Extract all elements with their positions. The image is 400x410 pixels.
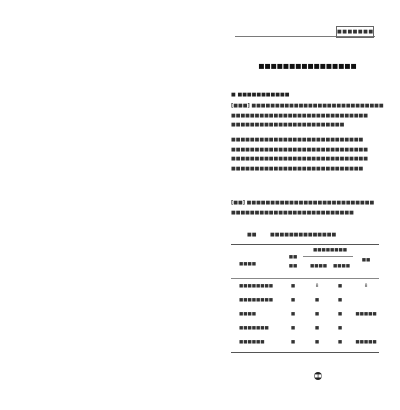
table-cell: ■ bbox=[290, 298, 296, 303]
table-cell: ■ bbox=[290, 312, 296, 317]
table-cell: ■ bbox=[290, 284, 296, 289]
table-cell: ■■■■■ bbox=[355, 312, 377, 317]
table-number: ■■ bbox=[247, 232, 257, 238]
table-caption bbox=[247, 232, 336, 238]
paragraph-line: ■■■■■■■■■■■■■■■■■■■■■■■■■■■■ bbox=[231, 165, 364, 172]
table-cell: ■ bbox=[314, 340, 320, 345]
paragraph-2 bbox=[231, 136, 379, 174]
table-header-col4: ■■■■ bbox=[333, 264, 351, 269]
page-number: ■■ bbox=[314, 373, 322, 378]
paragraph-line bbox=[231, 102, 384, 112]
table-cell: ■ bbox=[290, 340, 296, 345]
table-row-name: ■■■■■■■■ bbox=[239, 298, 274, 303]
table-cell: 8 bbox=[315, 284, 319, 289]
table-cell: ■ bbox=[337, 312, 343, 317]
table-header-col2a: ■■ bbox=[288, 255, 298, 260]
table-cell: ■ bbox=[314, 312, 320, 317]
section-heading: ■ ■■■■■■■■■■■ bbox=[231, 92, 290, 98]
page-title: ■■■■■■■■■■■■■■■■ bbox=[258, 62, 357, 70]
table-cell: ■ bbox=[290, 326, 296, 331]
table-cell: ■■■■■ bbox=[355, 340, 377, 345]
table-header-col1: ■■■■ bbox=[239, 262, 257, 267]
paragraph-line: ■■■■■■■■■■■■■■■■■■■■■■■■■■■■ bbox=[231, 137, 364, 143]
table-cell: ■ bbox=[314, 298, 320, 303]
table-header-rule bbox=[231, 278, 379, 279]
table-header-col5: ■■ bbox=[361, 258, 371, 263]
paragraph-line: ■■■■■■■■■■■■■■■■■■■■■■■■■■■■■ bbox=[231, 146, 368, 153]
table-header-group: ■■■■■■■■ bbox=[313, 248, 348, 253]
table-header-col2b: ■■ bbox=[288, 264, 298, 269]
header-tag: ■■■■■■■ bbox=[336, 26, 374, 38]
paragraph-3 bbox=[231, 199, 379, 218]
paragraph-line: ■■■■■■■■■■■■■■■■■■■■■■■■ bbox=[231, 122, 345, 129]
table-top-rule bbox=[231, 244, 379, 245]
paragraph-line bbox=[231, 199, 379, 209]
table-bottom-rule bbox=[231, 352, 379, 353]
table-cell: ■ bbox=[337, 326, 343, 331]
table-group-rule bbox=[303, 256, 353, 257]
table-cell: 8 bbox=[364, 284, 368, 289]
table-row-name: ■■■■■■ bbox=[239, 340, 265, 345]
table-row-name: ■■■■■■■■ bbox=[239, 284, 274, 289]
paragraph-line: ■■■■■■■■■■■■■■■■■■■■■■■■■■■■■ bbox=[231, 156, 368, 163]
table-cell: ■ bbox=[314, 326, 320, 331]
table-row-name: ■■■■ bbox=[239, 312, 257, 317]
table-row-name: ■■■■■■■ bbox=[239, 326, 269, 331]
paragraph-line: ■■■■■■■■■■■■■■■■■■■■■■■■■■■■■ bbox=[231, 112, 368, 119]
paragraph-line: ■■■■■■■■■■■■■■■■■■■■■■■■■■ bbox=[231, 209, 354, 216]
paragraph-text: ■■■■■■■■■■■■■■■■■■■■■■■■■■■■ bbox=[251, 103, 384, 109]
table-cell: ■ bbox=[337, 340, 343, 345]
paragraph-1 bbox=[231, 102, 384, 131]
table-cell: ■ bbox=[337, 284, 343, 289]
paragraph-text: ■■■■■■■■■■■■■■■■■■■■■■■■■■■ bbox=[246, 200, 375, 206]
table-title: ■■■■■■■■■■■■■■ bbox=[270, 232, 337, 238]
paragraph-lead: [■■■] bbox=[231, 103, 250, 109]
paragraph-lead: [■■] bbox=[231, 200, 246, 206]
table-header-col3: ■■■■ bbox=[310, 264, 328, 269]
table-cell: ■ bbox=[337, 298, 343, 303]
